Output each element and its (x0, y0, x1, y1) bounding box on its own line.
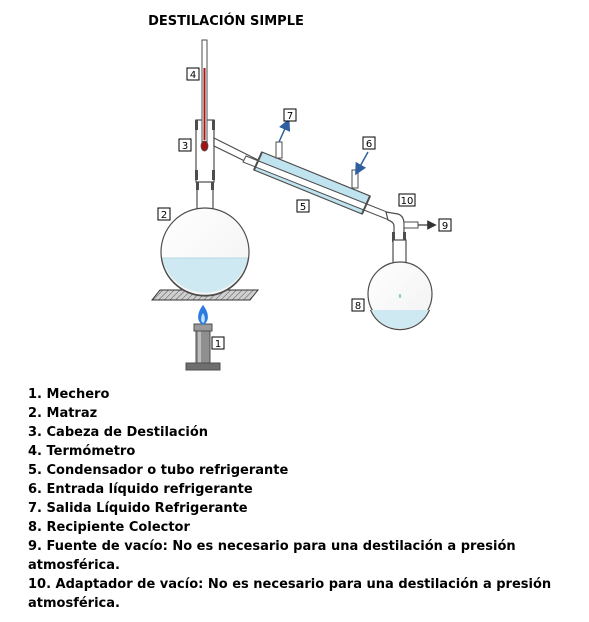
distilling-flask (161, 180, 249, 296)
legend-item: 2. Matraz (28, 406, 98, 421)
thermometer (201, 40, 208, 151)
label-9 (439, 219, 451, 232)
legend-item: 7. Salida Líquido Refrigerante (28, 501, 248, 516)
legend-list (28, 385, 578, 613)
svg-text:3: 3 (181, 141, 189, 152)
svg-text:4: 4 (189, 70, 197, 81)
diagram-title: DESTILACIÓN SIMPLE (148, 14, 304, 29)
legend-item: 6. Entrada líquido refrigerante (28, 482, 253, 497)
svg-text:6: 6 (365, 139, 373, 150)
label-2 (158, 208, 170, 221)
legend-item: 1. Mechero (28, 387, 110, 402)
vacuum-adapter (386, 212, 418, 242)
label-1 (212, 337, 224, 350)
label-3 (179, 139, 191, 152)
coolant-outlet-port (276, 124, 287, 158)
label-6 (363, 137, 375, 150)
coolant-inlet-port (352, 152, 368, 188)
legend-item: 9. Fuente de vacío: No es necesario para una destilación a presión atmosférica. (28, 539, 516, 573)
svg-text:1: 1 (214, 339, 222, 350)
legend-item: 8. Recipiente Colector (28, 520, 190, 535)
svg-text:7: 7 (286, 111, 294, 122)
legend-item: 10. Adaptador de vacío: No es necesario para una destilación a presión atmosférica. (28, 577, 552, 611)
label-5 (297, 200, 309, 213)
svg-text:5: 5 (299, 202, 307, 213)
svg-text:8: 8 (354, 301, 362, 312)
svg-text:9: 9 (441, 221, 449, 232)
label-7 (284, 109, 296, 122)
flame-icon (198, 305, 208, 325)
label-10 (399, 194, 415, 207)
svg-text:10: 10 (400, 196, 414, 207)
legend-item: 4. Termómetro (28, 444, 136, 459)
condenser (243, 152, 392, 220)
legend-item: 3. Cabeza de Destilación (28, 425, 209, 440)
label-4 (187, 68, 199, 81)
receiving-flask (368, 240, 432, 330)
svg-text:2: 2 (160, 210, 168, 221)
label-8 (352, 299, 364, 312)
legend-item: 5. Condensador o tubo refrigerante (28, 463, 289, 478)
